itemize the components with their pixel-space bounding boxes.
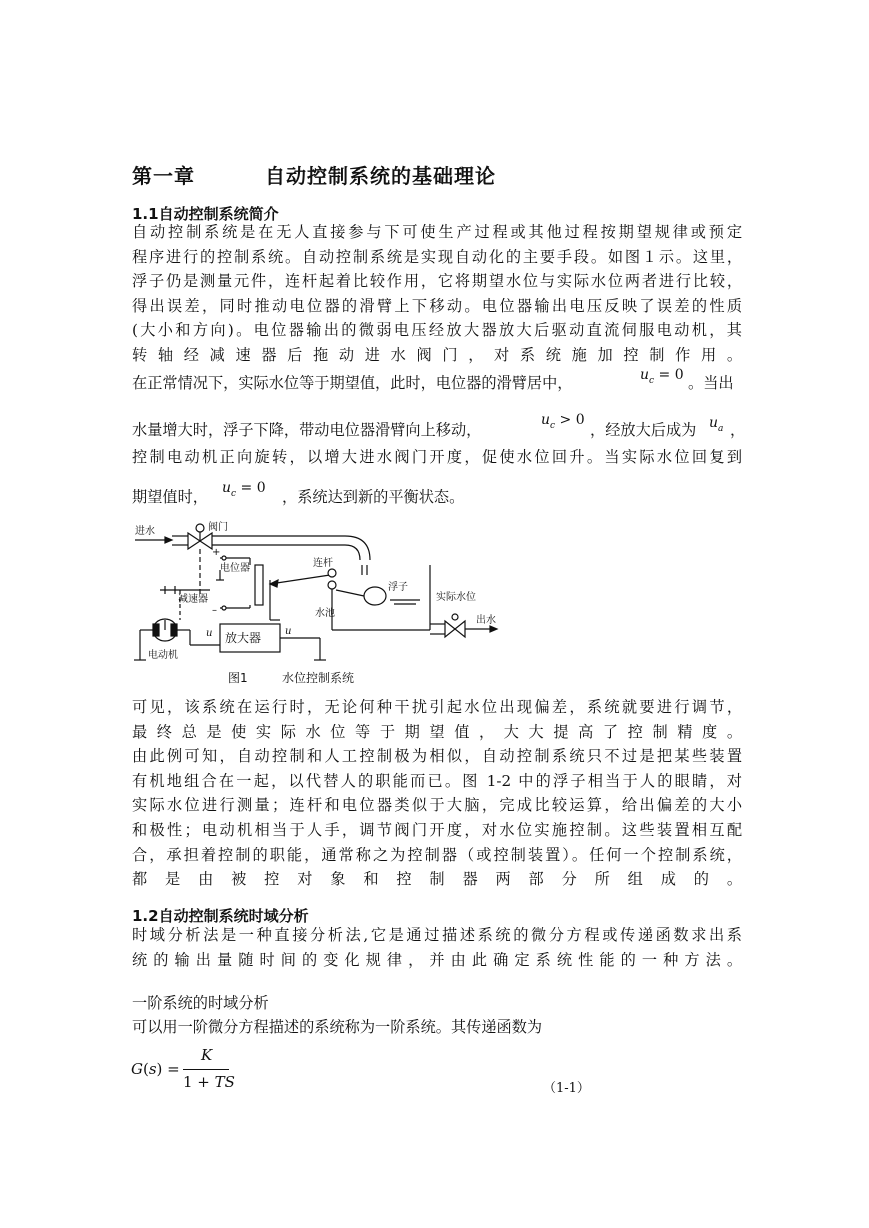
- text-run: ，经放大后成为: [590, 421, 697, 439]
- potentiometer: [255, 565, 263, 605]
- label-outflow: 出水: [476, 615, 496, 626]
- chapter-heading: [132, 160, 496, 189]
- paragraph-line: 由此例可知，自动控制和人工控制极为相似，自动控制系统只不过是把某些装置: [132, 747, 742, 766]
- text-run: 在正常情况下，实际水位等于期望值，此时，电位器的滑臂居中，: [132, 374, 573, 392]
- math-symbol: u: [222, 480, 232, 496]
- text-run: ，系统达到新的平衡状态。: [282, 488, 465, 506]
- math-uc-eq-0: [640, 367, 684, 386]
- paragraph-line: 程序进行的控制系统。自动控制系统是实现自动化的主要手段。如图１示。这里，: [132, 247, 742, 266]
- chapter-title: 自动控制系统的基础理论: [265, 164, 496, 188]
- label-reducer: 减速器: [178, 594, 208, 605]
- label-inflow: 进水: [135, 526, 155, 537]
- paragraph-line: 转轴经减速器后拖动进水阀门，对系统施加控制作用。: [132, 345, 742, 364]
- label-plus: +: [212, 547, 221, 558]
- paragraph-normal-line-1: [132, 372, 572, 393]
- paragraph-line: 自动控制系统是在无人直接参与下可使生产过程或其他过程按期望规律或预定: [132, 223, 742, 241]
- paragraph-first-order: 可以用一阶微分方程描述的系统称为一阶系统。其传递函数为: [132, 1018, 543, 1036]
- math-symbol: u: [541, 412, 551, 428]
- math-subscript: a: [718, 423, 724, 434]
- valve-left: [188, 533, 200, 549]
- math-subscript: c: [550, 420, 556, 431]
- paragraph-line: 浮子仍是测量元件，连杆起着比较作用，它将期望水位与实际水位两者进行比较，: [132, 272, 742, 291]
- label-linkage: 连杆: [313, 558, 333, 569]
- water-level-control-figure: [120, 520, 520, 690]
- label-potentiometer: 电位器: [220, 563, 250, 574]
- paragraph-line: 有机地组合在一起，以代替人的职能而已。图 1-2 中的浮子相当于人的眼睛，对: [132, 771, 742, 790]
- label-valve: 阀门: [208, 522, 228, 533]
- paragraph-line: 都是由被控对象和控制器两部分所组成的。: [132, 870, 742, 889]
- inflow-arrowhead: [165, 537, 172, 543]
- label-minus: –: [212, 605, 217, 616]
- math-uc-gt-0: [541, 412, 585, 431]
- figure-caption-title: 水位控制系统: [282, 671, 355, 685]
- paragraph-intro: [132, 220, 742, 368]
- label-ue: u: [285, 626, 292, 637]
- formula-denominator: 1 + TS: [183, 1073, 235, 1091]
- math-subscript: c: [231, 488, 237, 499]
- transfer-function-formula: [131, 1046, 251, 1096]
- math-ua: [709, 415, 723, 434]
- text-run: 期望值时，: [132, 488, 208, 506]
- label-tank: 水池: [315, 608, 335, 619]
- figure-caption-number: 图1: [228, 671, 248, 685]
- paragraph-time-domain: [132, 923, 742, 972]
- equation-number: （1-1）: [543, 1081, 590, 1096]
- formula-numerator: K: [201, 1046, 213, 1064]
- section-heading-1-2: 1.2自动控制系统时域分析: [132, 907, 309, 925]
- label-amplifier: 放大器: [225, 631, 262, 645]
- text-run: ，: [730, 421, 746, 439]
- math-relation: > 0: [555, 412, 585, 428]
- paragraph-line: 合，承担着控制的职能，通常称之为控制器（或控制装置）。任何一个控制系统，: [132, 845, 742, 864]
- label-ua: u: [206, 628, 213, 639]
- label-float: 浮子: [388, 582, 408, 593]
- math-relation: = 0: [654, 367, 684, 383]
- valve-right: [200, 533, 212, 549]
- valve-handle: [196, 524, 204, 532]
- subheading-first-order: 一阶系统的时域分析: [132, 994, 269, 1012]
- math-symbol: u: [640, 367, 650, 383]
- float: [364, 587, 386, 605]
- paragraph-conclusion: [132, 695, 742, 892]
- section-heading-1-1: 1.1自动控制系统简介: [132, 205, 279, 223]
- math-symbol: u: [709, 415, 719, 431]
- paragraph-line: 和极性；电动机相当于人手，调节阀门开度，对水位实施控制。这些装置相互配: [132, 820, 742, 839]
- formula-lhs: G(s) =: [131, 1060, 180, 1078]
- fraction-bar: [183, 1069, 229, 1070]
- paragraph-line: 实际水位进行测量；连杆和电位器类似于大脑，完成比较运算，给出偏差的大小: [132, 796, 742, 815]
- paragraph-line: 最终总是使实际水位等于期望值，大大提高了控制精度。: [132, 722, 742, 741]
- text-run: 。当出: [688, 374, 734, 392]
- paragraph-line: 可见，该系统在运行时，无论何种干扰引起水位出现偏差，系统就要进行调节，: [132, 698, 742, 716]
- label-actual-level: 实际水位: [436, 592, 476, 603]
- math-subscript: c: [649, 375, 655, 386]
- chapter-label: 第一章: [132, 164, 195, 188]
- text-run: 水量增大时，浮子下降，带动电位器滑臂向上移动，: [132, 421, 482, 439]
- paragraph-line: 时域分析法是一种直接分析法,它是通过描述系统的微分方程或传递函数求出系: [132, 926, 742, 944]
- text-run: 控制电动机正向旋转，以增大进水阀门开度，促使水位回升。当实际水位回复到: [132, 448, 742, 466]
- paragraph-line: (大小和方向)。电位器输出的微弱电压经放大器放大后驱动直流伺服电动机，其: [132, 321, 742, 340]
- paragraph-line: 得出误差，同时推动电位器的滑臂上下移动。电位器输出电压反映了误差的性质: [132, 296, 742, 315]
- math-relation: = 0: [236, 480, 266, 496]
- label-motor: 电动机: [148, 650, 178, 661]
- linkage-line: [270, 575, 330, 584]
- paragraph-line: 统的输出量随时间的变化规律，并由此确定系统性能的一种方法。: [132, 950, 742, 969]
- math-uc-eq-0: [222, 480, 266, 499]
